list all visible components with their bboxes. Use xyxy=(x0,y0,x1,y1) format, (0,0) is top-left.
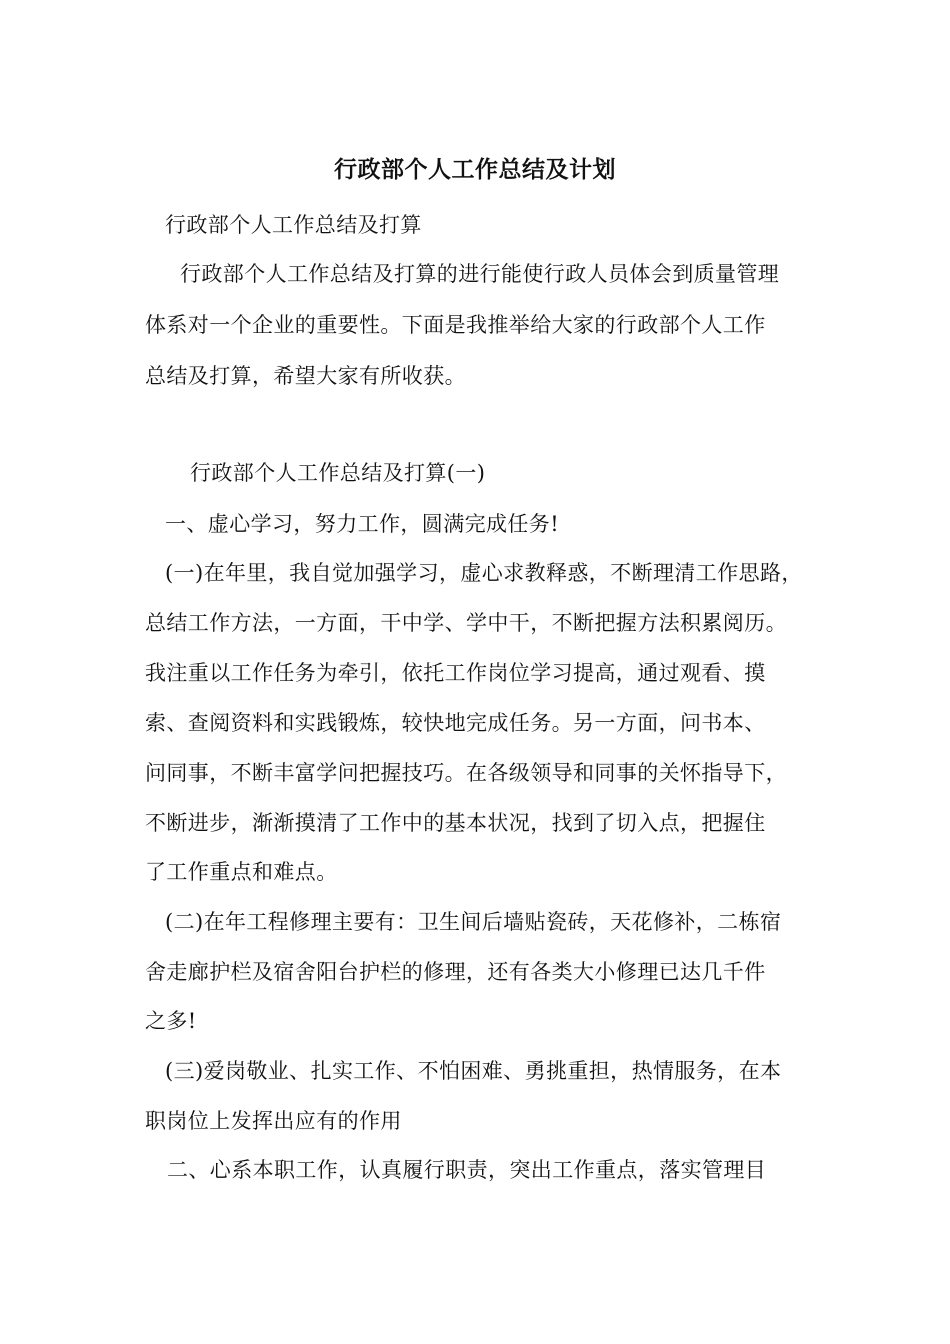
section-heading: 行政部个人工作总结及打算(一) xyxy=(190,461,486,485)
intro-line: 总结及打算，希望大家有所收获。 xyxy=(145,364,466,388)
paragraph-one-line: 总结工作方法，一方面，干中学、学中干，不断把握方法积累阅历。 xyxy=(145,611,787,635)
paragraph-three-line: (三)爱岗敬业、扎实工作、不怕困难、勇挑重担，热情服务，在本 xyxy=(165,1059,782,1083)
paragraph-one-line: (一)在年里，我自觉加强学习，虚心求教释惑，不断理清工作思路， xyxy=(165,561,803,585)
document-subtitle: 行政部个人工作总结及打算 xyxy=(165,213,422,237)
paragraph-three-line: 职岗位上发挥出应有的作用 xyxy=(145,1109,402,1133)
intro-line: 行政部个人工作总结及打算的进行能使行政人员体会到质量管理 xyxy=(180,262,780,286)
paragraph-one-line: 我注重以工作任务为牵引，依托工作岗位学习提高，通过观看、摸 xyxy=(145,661,766,685)
paragraph-one-line: 了工作重点和难点。 xyxy=(145,860,338,884)
paragraph-one-line: 问同事，不断丰富学问把握技巧。在各级领导和同事的关怀指导下， xyxy=(145,761,787,785)
intro-line: 体系对一个企业的重要性。下面是我推举给大家的行政部个人工作 xyxy=(145,313,766,337)
paragraph-one-line: 索、查阅资料和实践锻炼，较快地完成任务。另一方面，问书本、 xyxy=(145,711,766,735)
point-one-heading: 一、虚心学习，努力工作，圆满完成任务! xyxy=(165,512,560,536)
paragraph-two-line: 舍走廊护栏及宿舍阳台护栏的修理，还有各类大小修理已达几千件 xyxy=(145,960,766,984)
paragraph-two-line: (二)在年工程修理主要有：卫生间后墙贴瓷砖，天花修补，二栋宿 xyxy=(165,910,782,934)
document-title: 行政部个人工作总结及计划 xyxy=(334,156,616,183)
point-two-line: 二、心系本职工作，认真履行职责，突出工作重点，落实管理目 xyxy=(167,1158,767,1182)
paragraph-one-line: 不断进步，渐渐摸清了工作中的基本状况，找到了切入点，把握住 xyxy=(145,811,766,835)
paragraph-two-line: 之多! xyxy=(145,1009,197,1033)
